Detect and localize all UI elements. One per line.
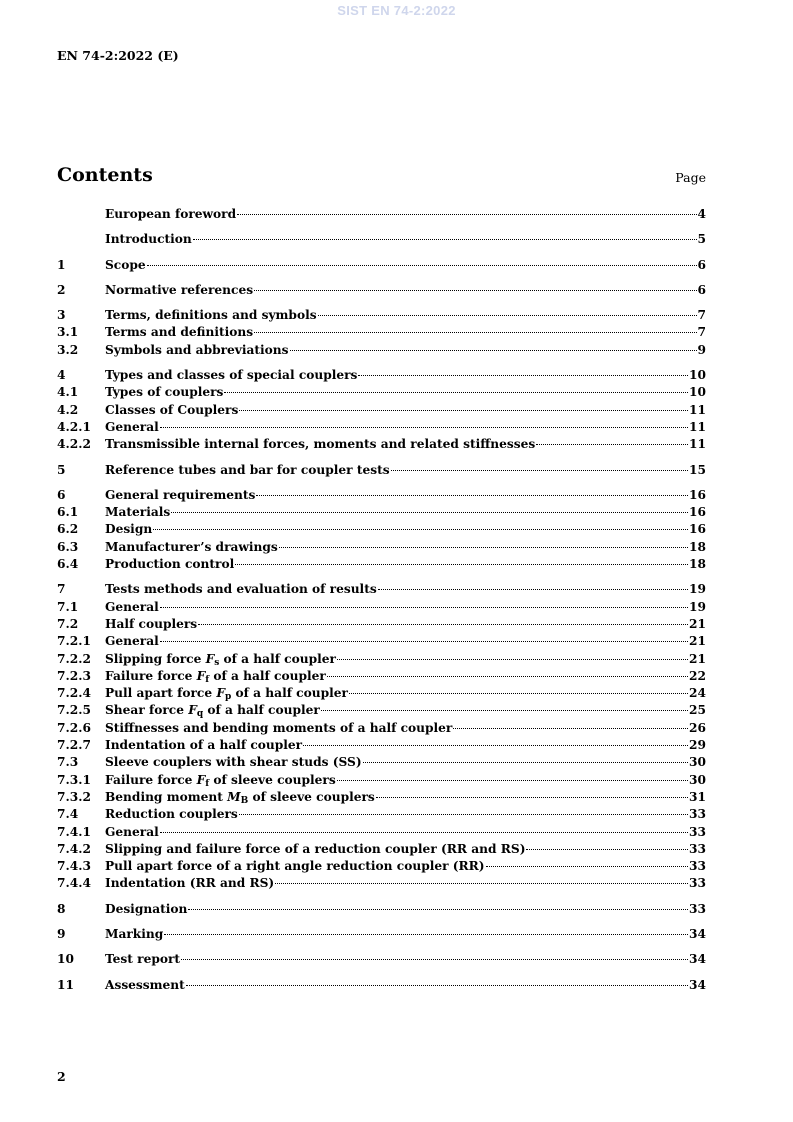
toc-entry[interactable]: [57, 207, 706, 224]
toc-entry[interactable]: [57, 902, 706, 919]
toc-entry[interactable]: [57, 876, 706, 893]
toc-entry-title: Reference tubes and bar for coupler tests: [105, 462, 390, 477]
dot-leader: [188, 909, 688, 910]
symbol: F: [196, 668, 206, 683]
toc-entry-title: Transmissible internal forces, moments and related stiffnesses: [105, 437, 536, 452]
toc-entry-number: 7.2: [57, 616, 79, 631]
dot-leader: [378, 589, 688, 590]
toc-entry-page: 31: [689, 789, 706, 804]
toc-entry-page: 6: [697, 257, 706, 272]
toc-entry-title: Classes of Couplers: [105, 402, 239, 417]
toc-entry-page: 7: [697, 308, 706, 323]
toc-entry-page: 18: [689, 539, 706, 554]
toc-entry-page: 11: [689, 437, 706, 452]
dot-leader: [237, 214, 696, 215]
document-id: EN 74-2:2022 (E): [57, 48, 179, 63]
toc-entry-page: 6: [697, 282, 706, 297]
toc-entry-title: European foreword: [105, 207, 237, 221]
toc-entry-title: Design: [105, 522, 153, 537]
toc-entry[interactable]: [57, 232, 706, 249]
toc-entry-number: 10: [57, 952, 74, 967]
toc-entry-title: Slipping force $F_s$ of a half coupler: [105, 651, 336, 668]
toc-entry-number: 7.4.1: [57, 824, 91, 839]
toc-entry[interactable]: [57, 634, 706, 651]
dot-leader: [147, 265, 697, 266]
toc-entry-number: 7.4.4: [57, 876, 91, 891]
dot-leader: [279, 547, 688, 548]
symbol: M: [227, 789, 241, 804]
dot-leader: [160, 832, 688, 833]
toc-entry-page: 33: [689, 859, 706, 874]
toc-entry-number: 7.3: [57, 755, 79, 770]
toc-entry-page: 22: [689, 668, 706, 683]
dot-leader: [526, 849, 688, 850]
toc-entry-title: Marking: [105, 926, 164, 941]
toc-entry[interactable]: [57, 522, 706, 539]
toc-entry-number: 7.3.2: [57, 789, 91, 804]
dot-leader: [363, 762, 688, 763]
symbol: F: [188, 703, 197, 718]
toc-entry-page: 10: [689, 385, 706, 400]
toc-entry-number: 11: [57, 977, 74, 992]
toc-entry-page: 30: [689, 772, 706, 787]
toc-entry-number: 4.2.1: [57, 419, 91, 434]
toc-entry[interactable]: [57, 755, 706, 772]
toc-entry-title: Pull apart force of a right angle reduction coupler (RR): [105, 859, 485, 874]
dot-leader: [318, 315, 697, 316]
toc-entry-title: Types of couplers: [105, 385, 224, 400]
toc-entry[interactable]: [57, 325, 706, 342]
toc-entry-title: Half couplers: [105, 616, 198, 631]
toc-entry[interactable]: [57, 952, 706, 969]
toc-entry-page: 30: [689, 755, 706, 770]
toc-entry-title: Materials: [105, 505, 171, 520]
dot-leader: [275, 883, 688, 884]
symbol-subscript: f: [205, 778, 210, 789]
toc-entry-title: Normative references: [105, 282, 254, 297]
toc-entry-page: 5: [697, 232, 706, 247]
toc-entry[interactable]: [57, 842, 706, 859]
dot-leader: [486, 866, 688, 867]
toc-entry-number: 7.1: [57, 599, 79, 614]
toc-entry-number: 7.2.1: [57, 634, 91, 649]
toc-entry[interactable]: [57, 773, 706, 790]
toc-entry[interactable]: [57, 790, 706, 807]
toc-entry[interactable]: [57, 540, 706, 557]
toc-entry-page: 15: [689, 462, 706, 477]
dot-leader: [198, 624, 688, 625]
toc-entry-page: 33: [689, 901, 706, 916]
toc-entry[interactable]: [57, 600, 706, 617]
toc-entry-number: 7.3.1: [57, 772, 91, 787]
toc-entry-page: 11: [689, 402, 706, 417]
dot-leader: [186, 985, 688, 986]
toc-entry[interactable]: [57, 505, 706, 522]
toc-entry-title: Indentation of a half coupler: [105, 738, 303, 753]
page-column-label: Page: [675, 170, 706, 185]
toc-entry-title: Failure force $F_f$ of a half coupler: [105, 668, 326, 685]
toc-entry-page: 24: [689, 686, 706, 701]
toc-entry[interactable]: [57, 703, 706, 720]
toc-entry[interactable]: [57, 617, 706, 634]
dot-leader: [358, 375, 688, 376]
toc-entry-number: 7: [57, 582, 66, 597]
toc-entry-page: 21: [689, 616, 706, 631]
toc-entry-number: 2: [57, 282, 66, 297]
symbol-subscript: q: [196, 709, 204, 720]
toc-entry-page: 9: [697, 342, 706, 357]
toc-entry-number: 7.2.2: [57, 651, 91, 666]
dot-leader: [290, 350, 697, 351]
toc-entry-number: 6.1: [57, 505, 79, 520]
toc-entry-page: 16: [689, 522, 706, 537]
dot-leader: [254, 332, 696, 333]
toc-entry[interactable]: [57, 368, 706, 385]
toc-entry-title: Assessment: [105, 977, 185, 992]
dot-leader: [303, 745, 688, 746]
toc-entry-title: General: [105, 599, 159, 614]
toc-entry-title: Types and classes of special couplers: [105, 368, 358, 383]
toc-entry-page: 33: [689, 807, 706, 822]
toc-entry-title: Terms and definitions: [105, 325, 254, 340]
symbol-subscript: p: [225, 692, 232, 703]
toc-entry-title: Scope: [105, 257, 146, 272]
symbol: F: [196, 772, 206, 787]
dot-leader: [349, 693, 688, 694]
symbol: F: [216, 686, 226, 701]
toc-entry[interactable]: [57, 686, 706, 703]
dot-leader: [239, 410, 688, 411]
toc-entry[interactable]: [57, 721, 706, 738]
toc-entry-number: 5: [57, 462, 66, 477]
toc-entry[interactable]: [57, 437, 706, 454]
dot-leader: [235, 564, 688, 565]
toc-entry-page: 33: [689, 841, 706, 856]
dot-leader: [181, 959, 688, 960]
toc-entry-number: 7.4.3: [57, 859, 91, 874]
symbol: F: [205, 651, 215, 666]
toc-entry[interactable]: [57, 463, 706, 480]
toc-entry-title: Introduction: [105, 232, 192, 247]
toc-entry-page: 33: [689, 876, 706, 891]
toc-entry-title: Reduction couplers: [105, 807, 238, 822]
toc-entry[interactable]: [57, 283, 706, 300]
toc-entry-number: 8: [57, 901, 66, 916]
dot-leader: [327, 676, 688, 677]
toc-entry[interactable]: [57, 978, 706, 995]
toc-entry-title: Terms, definitions and symbols: [105, 308, 317, 323]
toc-entry-page: 26: [689, 720, 706, 735]
toc-entry-title: Sleeve couplers with shear studs (SS): [105, 755, 362, 770]
toc-entry-page: 21: [689, 634, 706, 649]
toc-entry-number: 3: [57, 308, 66, 323]
dot-leader: [337, 659, 688, 660]
toc-entry[interactable]: [57, 582, 706, 599]
toc-entry-title: General: [105, 419, 159, 434]
dot-leader: [160, 427, 688, 428]
toc-entry-page: 25: [689, 703, 706, 718]
toc-entry[interactable]: [57, 403, 706, 420]
toc-entry-title: Indentation (RR and RS): [105, 876, 275, 891]
toc-entry-page: 11: [689, 419, 706, 434]
toc-entry-number: 7.4: [57, 807, 79, 822]
toc-entry[interactable]: [57, 859, 706, 876]
symbol-subscript: B: [240, 795, 249, 806]
toc-entry-page: 18: [689, 557, 706, 572]
toc-entry-title: Symbols and abbreviations: [105, 342, 289, 357]
toc-entry[interactable]: [57, 927, 706, 944]
symbol-subscript: f: [205, 674, 210, 685]
toc-entry-page: 29: [689, 738, 706, 753]
toc-entry-title: Shear force $F_q$ of a half coupler: [105, 703, 320, 720]
toc-entry-number: 4.2: [57, 402, 79, 417]
dot-leader: [254, 290, 696, 291]
toc-entry[interactable]: [57, 738, 706, 755]
symbol-subscript: s: [214, 657, 220, 668]
toc-entry-page: 34: [689, 926, 706, 941]
toc-entry-page: 34: [689, 952, 706, 967]
toc-entry-number: 4: [57, 368, 66, 383]
toc-entry-page: 19: [689, 582, 706, 597]
dot-leader: [164, 934, 688, 935]
toc-entry-page: 4: [697, 207, 706, 221]
toc-entry-number: 7.2.3: [57, 668, 91, 683]
toc-entry-page: 10: [689, 368, 706, 383]
toc-entry[interactable]: [57, 488, 706, 505]
footer-page-number: 2: [57, 1069, 66, 1084]
toc-entry-title: Bending moment $M_B$ of sleeve couplers: [105, 789, 375, 806]
toc-entry[interactable]: [57, 308, 706, 325]
toc-entry[interactable]: [57, 807, 706, 824]
toc-entry-title: Production control: [105, 557, 235, 572]
dot-leader: [321, 710, 688, 711]
toc-entry-number: 4.1: [57, 385, 79, 400]
toc-entry-page: 7: [697, 325, 706, 340]
toc-entry-title: Failure force $F_f$ of sleeve couplers: [105, 772, 336, 789]
toc-entry-page: 34: [689, 977, 706, 992]
toc-entry-title: Tests methods and evaluation of results: [105, 582, 377, 597]
toc-entry-title: General requirements: [105, 487, 256, 502]
toc-entry-page: 33: [689, 824, 706, 839]
toc-entry-number: 7.2.4: [57, 686, 91, 701]
toc-entry-page: 16: [689, 487, 706, 502]
dot-leader: [224, 392, 688, 393]
toc-entry[interactable]: [57, 557, 706, 574]
toc-entry-title: General: [105, 824, 159, 839]
toc-entry-title: Slipping and failure force of a reduction coupler (RR and RS): [105, 841, 526, 856]
toc-entry-page: 21: [689, 651, 706, 666]
toc-entry-title: Manufacturer’s drawings: [105, 539, 278, 554]
toc-entry-number: 7.2.7: [57, 738, 91, 753]
toc-entry[interactable]: [57, 825, 706, 842]
dot-leader: [376, 797, 688, 798]
dot-leader: [160, 607, 688, 608]
toc-entry-title: Test report: [105, 952, 181, 967]
dot-leader: [160, 641, 688, 642]
dot-leader: [239, 814, 688, 815]
watermark: SIST EN 74-2:2022: [337, 3, 456, 18]
dot-leader: [391, 470, 688, 471]
toc-entry[interactable]: [57, 258, 706, 275]
toc-entry[interactable]: [57, 652, 706, 669]
toc-entry-title: Designation: [105, 901, 188, 916]
toc-entry-title: General: [105, 634, 159, 649]
dot-leader: [337, 780, 688, 781]
toc-entry-title: Stiffnesses and bending moments of a half coupler: [105, 720, 453, 735]
toc-entry-page: 16: [689, 505, 706, 520]
toc-entry-number: 4.2.2: [57, 437, 91, 452]
toc-entry-number: 6.4: [57, 557, 79, 572]
toc-entry-number: 6.3: [57, 539, 79, 554]
toc-entry-number: 6.2: [57, 522, 79, 537]
toc-entry[interactable]: [57, 385, 706, 402]
toc-entry-number: 9: [57, 926, 66, 941]
table-of-contents: [57, 207, 706, 995]
toc-entry-number: 6: [57, 487, 66, 502]
dot-leader: [453, 728, 688, 729]
dot-leader: [536, 444, 688, 445]
toc-entry-number: 3.1: [57, 325, 79, 340]
toc-entry[interactable]: [57, 343, 706, 360]
toc-entry-title: Pull apart force $F_p$ of a half coupler: [105, 686, 348, 703]
toc-entry[interactable]: [57, 420, 706, 437]
dot-leader: [256, 495, 688, 496]
dot-leader: [171, 512, 688, 513]
dot-leader: [153, 529, 688, 530]
toc-entry-number: 1: [57, 257, 66, 272]
toc-entry-page: 19: [689, 599, 706, 614]
toc-entry-number: 7.4.2: [57, 841, 91, 856]
contents-heading: Contents: [57, 164, 153, 186]
dot-leader: [193, 239, 697, 240]
toc-entry-number: 3.2: [57, 342, 79, 357]
toc-entry[interactable]: [57, 669, 706, 686]
toc-entry-number: 7.2.5: [57, 703, 91, 718]
toc-entry-number: 7.2.6: [57, 720, 91, 735]
